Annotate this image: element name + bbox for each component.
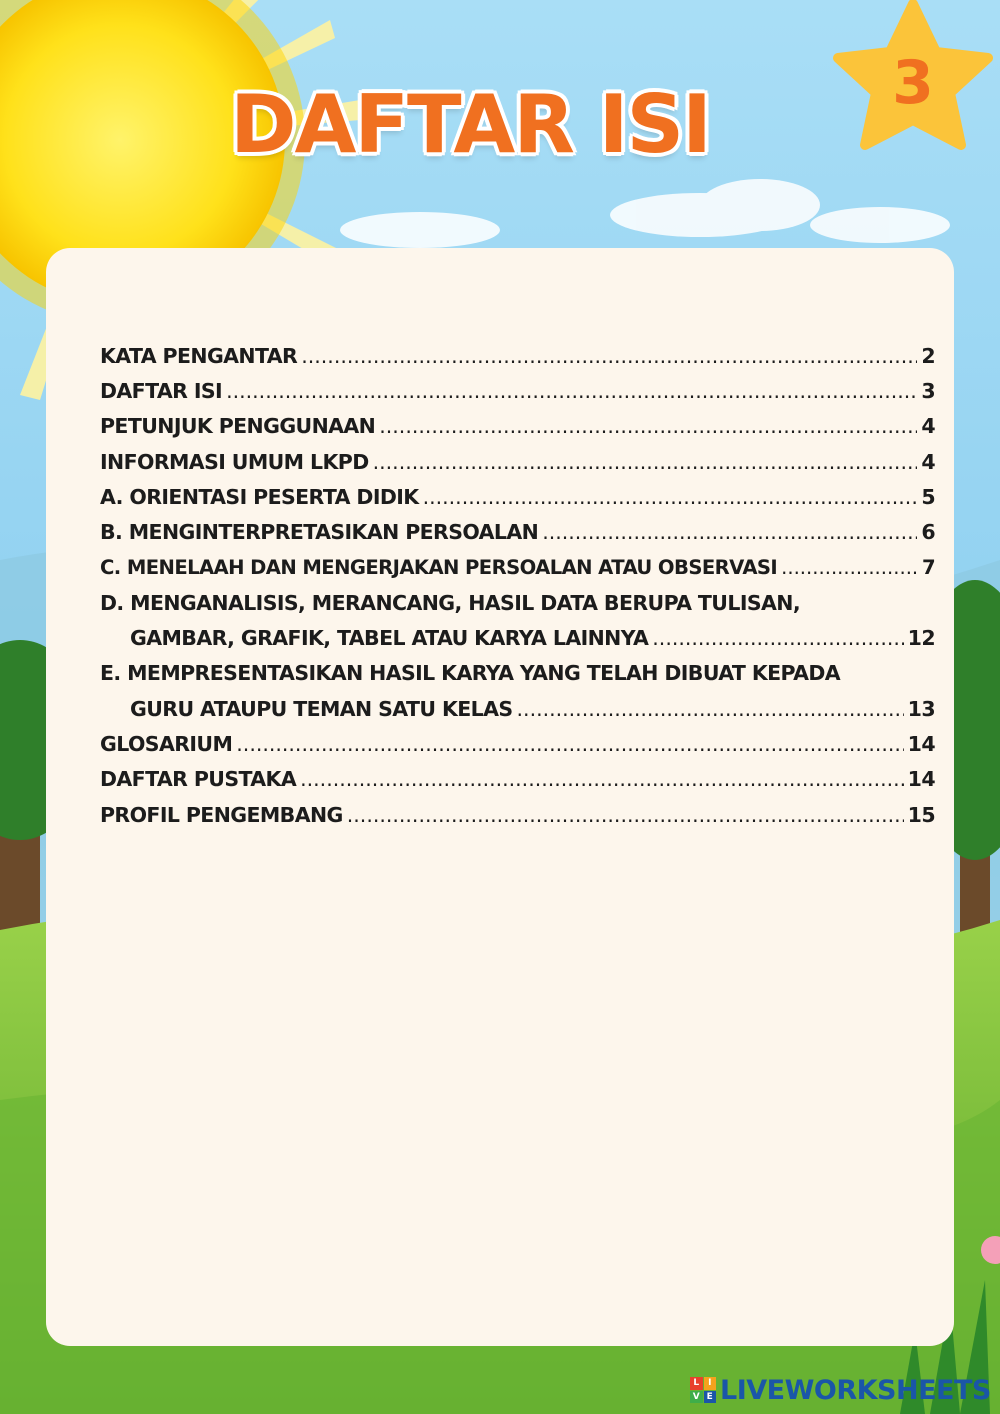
toc-entry-page: 12 [907, 626, 935, 651]
toc-entry-page: 14 [907, 731, 935, 756]
toc-entry-label: KATA PENGANTAR [100, 343, 298, 368]
toc-entry-profil[interactable] [100, 797, 935, 832]
table-of-contents [100, 338, 935, 832]
toc-entry-d-line1[interactable] [100, 585, 935, 620]
dot-leader [781, 556, 918, 579]
toc-entry-page: 3 [921, 378, 935, 403]
toc-entry-kata-pengantar[interactable] [100, 338, 935, 373]
toc-entry-page: 2 [921, 343, 935, 368]
logo-letter: I [704, 1377, 717, 1390]
toc-entry-label: PROFIL PENGEMBANG [100, 802, 343, 827]
toc-entry-label: E. MEMPRESENTASIKAN HASIL KARYA YANG TELAH DIBUAT KEPADA [100, 661, 841, 686]
toc-entry-glosarium[interactable] [100, 726, 935, 761]
toc-entry-label: B. MENGINTERPRETASIKAN PERSOALAN [100, 520, 539, 545]
toc-entry-d-line2[interactable] [100, 620, 935, 655]
toc-entry-page: 7 [921, 555, 935, 579]
toc-entry-daftar-isi[interactable] [100, 373, 935, 408]
toc-entry-page: 15 [907, 802, 935, 827]
toc-entry-informasi[interactable] [100, 444, 935, 479]
toc-entry-label: GLOSARIUM [100, 731, 233, 756]
toc-entry-page: 4 [921, 414, 935, 439]
toc-entry-page: 14 [907, 767, 935, 792]
toc-entry-label: DAFTAR PUSTAKA [100, 767, 297, 792]
dot-leader [347, 803, 904, 827]
toc-entry-label: D. MENGANALISIS, MERANCANG, HASIL DATA BERUPA TULISAN, [100, 590, 801, 615]
toc-entry-e-line1[interactable] [100, 656, 935, 691]
dot-leader [652, 626, 903, 650]
toc-entry-label: DAFTAR ISI [100, 378, 223, 403]
dot-leader [517, 697, 904, 721]
toc-entry-page: 4 [921, 449, 935, 474]
dot-leader [542, 520, 917, 544]
dot-leader [373, 450, 918, 474]
toc-entry-e-line2[interactable] [100, 691, 935, 726]
page-number-badge: 3 [892, 48, 934, 118]
toc-entry-label: PETUNJUK PENGGUNAAN [100, 414, 376, 439]
logo-letter: V [690, 1391, 703, 1404]
liveworksheets-icon [690, 1377, 716, 1403]
brand-name: LIVEWORKSHEETS [720, 1374, 991, 1406]
logo-letter: E [704, 1391, 717, 1404]
toc-entry-label: A. ORIENTASI PESERTA DIDIK [100, 484, 419, 509]
liveworksheets-logo[interactable] [690, 1374, 991, 1406]
toc-entry-page: 5 [921, 484, 935, 509]
toc-entry-b[interactable] [100, 514, 935, 549]
toc-entry-page: 6 [921, 520, 935, 545]
page-title: DAFTAR ISI [230, 78, 710, 171]
toc-entry-label: INFORMASI UMUM LKPD [100, 449, 369, 474]
dot-leader [226, 379, 917, 403]
dot-leader [300, 767, 904, 791]
dot-leader [236, 732, 903, 756]
dot-leader [379, 414, 917, 438]
toc-entry-a[interactable] [100, 479, 935, 514]
toc-entry-label: GAMBAR, GRAFIK, TABEL ATAU KARYA LAINNYA [130, 626, 649, 651]
logo-letter: L [690, 1377, 703, 1390]
toc-entry-petunjuk[interactable] [100, 409, 935, 444]
toc-entry-label: GURU ATAUPU TEMAN SATU KELAS [130, 696, 513, 721]
toc-entry-daftar-pustaka[interactable] [100, 762, 935, 797]
toc-entry-page: 13 [907, 696, 935, 721]
toc-entry-label: C. MENELAAH DAN MENGERJAKAN PERSOALAN ATAU OBSERVASI [100, 555, 778, 579]
dot-leader [301, 344, 917, 368]
dot-leader [423, 485, 918, 509]
toc-entry-c[interactable] [100, 550, 935, 585]
